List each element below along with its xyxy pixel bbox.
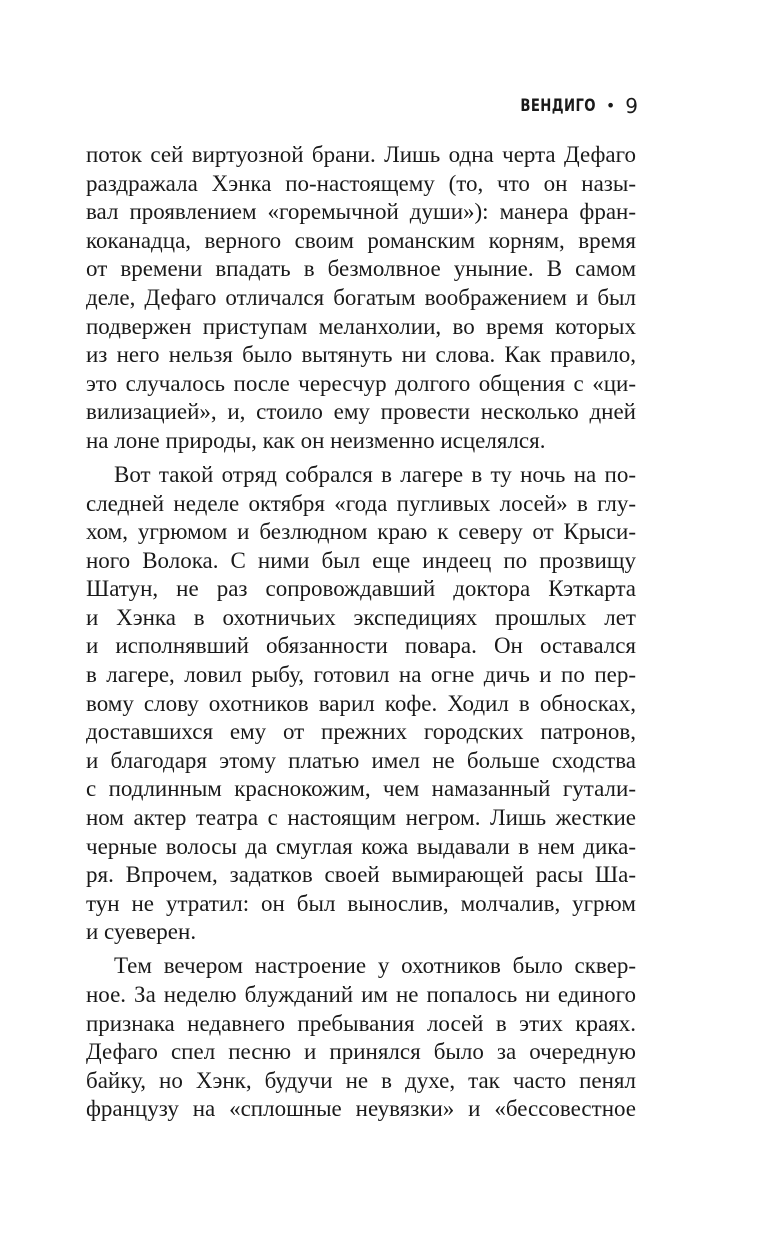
text-line: хом, угрюмом и безлюдном краю к северу от Крыси- [86, 519, 636, 545]
running-head-title: ВЕНДИГО [520, 96, 596, 116]
text-line: от времени впадать в безмолвное уныние. В самом [86, 256, 636, 282]
text-line: ное. За неделю блужданий им не попалось ни единого [86, 982, 636, 1007]
text-line: вому слову охотников варил кофе. Ходил в обносках, [86, 690, 636, 716]
text-line: ря. Впрочем, задатков своей вымирающей расы Ша- [86, 862, 636, 888]
text-line: и благодаря этому платью имел не больше сходства [86, 747, 636, 773]
text-line: деле, Дефаго отличался богатым воображением и был [86, 284, 636, 310]
text-line: вал проявлением «горемычной души»): манера фран- [86, 199, 636, 225]
text-line: черные волосы да смуглая кожа выдавали в нем дика- [86, 833, 636, 859]
text-line: Дефаго спел песню и принялся было за очередную [86, 1039, 636, 1065]
text-line: Тем вечером настроение у охотников было сквер- [114, 953, 636, 979]
text-line: ного Волока. С ними был еще индеец по прозвищу [86, 547, 636, 573]
text-line: поток сей виртуозной брани. Лишь одна черта Дефаго [86, 142, 636, 167]
text-line: и исполнявший обязанности повара. Он оставался [86, 633, 636, 659]
text-line: доставшихся ему от прежних городских патронов, [86, 719, 636, 745]
paragraph-2 [86, 461, 636, 947]
text-line: ном актер театра с настоящим негром. Лишь жесткие [86, 805, 636, 831]
page-number: 9 [625, 94, 638, 118]
text-line: Шатун, не раз сопровождавший доктора Кэткарта [86, 576, 636, 602]
paragraph-1 [86, 141, 636, 456]
text-line: тун не утратил: он был вынослив, молчалив, угрюм [86, 890, 636, 916]
text-line: признака недавнего пребывания лосей в этих краях. [86, 1010, 636, 1036]
text-line: на лоне природы, как он неизменно исцелялся. [86, 427, 546, 453]
text-line: Вот такой отряд собрался в лагере в ту ночь на по- [114, 461, 636, 487]
text-line: в лагере, ловил рыбу, готовил на огне дичь и по пер- [86, 662, 636, 688]
text-line: байку, но Хэнк, будучи не в духе, так часто пенял [86, 1067, 636, 1093]
text-line: подвержен приступам меланхолии, во время которых [86, 313, 636, 339]
body-text [86, 141, 636, 1129]
bullet-separator: • [605, 96, 616, 115]
text-line: это случалось после чересчур долгого общения с «ци- [86, 370, 636, 396]
text-line: следней неделе октября «года пугливых лосей» в глу- [86, 490, 636, 516]
text-line: раздражала Хэнка по-настоящему (то, что он назы- [86, 170, 636, 196]
text-line: французу на «сплошные неувязки» и «бессовестное [86, 1096, 636, 1122]
running-head [499, 92, 638, 120]
text-line: с подлинным краснокожим, чем намазанный гутали- [86, 776, 636, 802]
text-line: и Хэнка в охотничьих экспедициях прошлых лет [86, 604, 636, 630]
paragraph-3 [86, 952, 636, 1124]
text-line: и суеверен. [86, 919, 197, 945]
text-line: вилизацией», и, стоило ему провести несколько дней [86, 399, 636, 425]
text-line: из него нельзя было вытянуть ни слова. Как правило, [86, 342, 636, 368]
text-line: коканадца, верного своим романским корням, время [86, 227, 636, 253]
